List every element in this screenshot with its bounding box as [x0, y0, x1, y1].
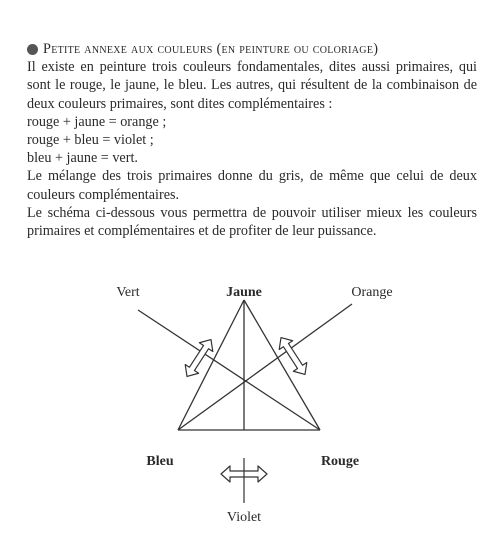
paragraph-intro: Il existe en peinture trois couleurs fondamentales, dites aussi primaires, qui sont le rouge, le jaune, le bleu. Les autres, qui résultent de la combinaison de deux couleurs primaires, sont dites complémentaires : [27, 59, 477, 112]
formula-violet: rouge + bleu = violet ; [27, 132, 154, 149]
formula-vert: bleu + jaune = vert. [27, 150, 138, 167]
triangle-edge-right [244, 300, 320, 430]
median-orange-to-bleu [178, 304, 352, 430]
label-vert: Vert [116, 285, 140, 300]
median-vert-to-rouge [138, 310, 320, 430]
label-violet: Violet [226, 510, 262, 525]
label-jaune: Jaune [226, 285, 262, 300]
label-rouge: Rouge [320, 454, 360, 469]
label-bleu: Bleu [146, 454, 174, 469]
triangle-edge-left [178, 300, 244, 430]
label-orange: Orange [351, 285, 393, 300]
formula-orange: rouge + jaune = orange ; [27, 113, 167, 130]
paragraph-gray: Le mélange des trois primaires donne du gris, de même que celui de deux couleurs complémentaires. [27, 168, 477, 203]
heading-text: Petite annexe aux couleurs (en peinture ou coloriage) [43, 41, 379, 57]
paragraph-schema: Le schéma ci-dessous vous permettra de pouvoir utiliser mieux les couleurs primaires et complémentaires et de profiter de leur puissance. [27, 204, 477, 240]
